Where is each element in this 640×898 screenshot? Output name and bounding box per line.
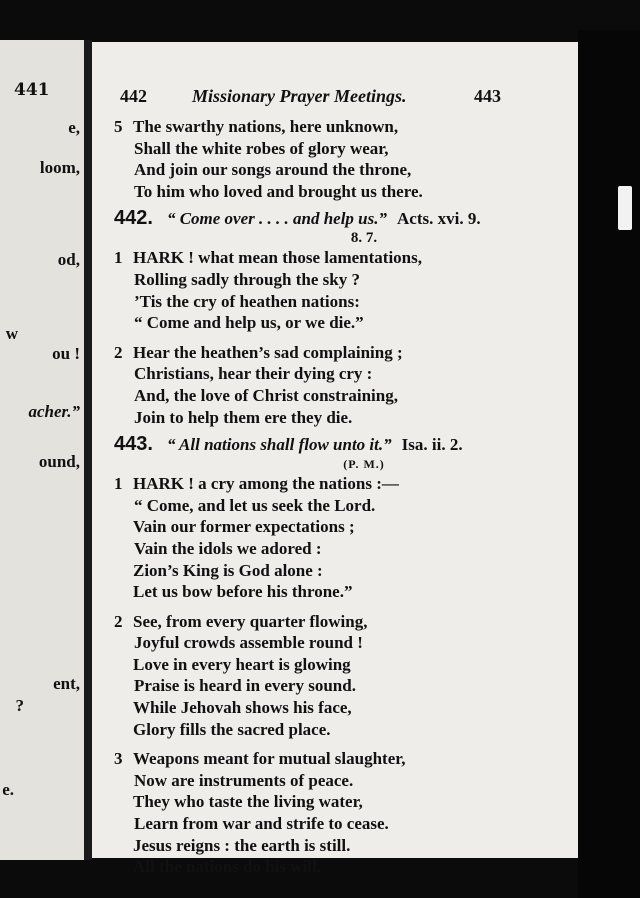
verse-line: Joyful crowds assemble round !	[134, 633, 363, 653]
left-fragment: ound,	[38, 452, 80, 471]
verse-line: Join to help them ere they die.	[134, 407, 353, 427]
book-gutter	[84, 40, 92, 860]
verse	[114, 748, 574, 878]
page-number-left: 442	[120, 86, 147, 106]
left-fragment: e,	[68, 118, 80, 137]
left-page-fragment	[0, 40, 84, 860]
verse-line: Vain our former expectations ;	[133, 517, 355, 537]
verse-line: HARK ! a cry among the nations :—	[133, 474, 399, 494]
verse-number: 1	[114, 474, 123, 494]
running-title: Missionary Prayer Meetings.	[192, 86, 407, 106]
verse-line: Love in every heart is glowing	[133, 654, 351, 674]
left-fragment: acher.”	[28, 402, 80, 421]
verse-line: Rolling sadly through the sky ?	[134, 269, 360, 289]
hymn-subtitle: “ Come over . . . . and help us.”	[166, 209, 387, 229]
verse	[114, 342, 574, 428]
verse-line: Hear the heathen’s sad complaining ;	[133, 342, 403, 362]
hymn-meter: 8. 7.	[350, 230, 378, 247]
verse-line: “ Come, and let us seek the Lord.	[134, 495, 376, 515]
verse-number: 5	[114, 117, 123, 136]
verse-number: 1	[114, 248, 123, 268]
hymn-text	[114, 116, 574, 878]
hymn-subtitle: “ All nations shall flow unto it.”	[166, 435, 392, 455]
left-fragment: e.	[2, 780, 14, 799]
verse	[114, 473, 574, 603]
verse	[114, 611, 574, 741]
hymn-heading	[114, 434, 574, 455]
verse-line: Vain the idols we adored :	[134, 538, 322, 558]
verse-line: Zion’s King is God alone :	[133, 560, 323, 580]
verse-line: To him who loved and brought us there.	[134, 181, 423, 201]
verse-number: 2	[114, 611, 123, 631]
page-number-right: 443	[474, 86, 501, 106]
verse-line: All the nations do his will.	[133, 857, 321, 877]
verse-line: Glory fills the sacred place.	[133, 719, 331, 739]
verse-line: Now are instruments of peace.	[134, 770, 354, 790]
verse-line: Weapons meant for mutual slaughter,	[133, 749, 406, 769]
hymn-heading	[114, 208, 574, 229]
left-fragment: w	[5, 324, 18, 343]
verse-line: Shall the white robes of glory wear,	[134, 138, 389, 158]
hymn-meter: (P. M.)	[343, 457, 385, 472]
verse-line: The swarthy nations, here unknown,	[133, 117, 399, 136]
paper-tab-mark	[618, 186, 632, 230]
verse-line: Praise is heard in every sound.	[134, 676, 356, 696]
page-edge-shadow	[578, 30, 640, 898]
hymn-number: 442.	[114, 207, 153, 230]
hymn-number: 443.	[114, 433, 153, 456]
verse-line: “ Come and help us, or we die.”	[134, 313, 364, 333]
left-fragment: od,	[57, 250, 80, 269]
verse-line: They who taste the living water,	[133, 792, 363, 812]
book-page	[92, 42, 578, 877]
verse-line: And, the love of Christ constraining,	[134, 385, 398, 405]
left-fragment: loom,	[39, 158, 80, 177]
verse-line: Christians, hear their dying cry :	[134, 364, 373, 384]
carry-verse	[114, 116, 574, 202]
verse-number: 2	[114, 342, 123, 362]
hymn-reference: Isa. ii. 2.	[401, 435, 463, 455]
verse-line: See, from every quarter flowing,	[133, 611, 368, 631]
hymn-reference: Acts. xvi. 9.	[397, 209, 481, 229]
verse-line: HARK ! what mean those lamentations,	[133, 248, 422, 268]
verse-number: 3	[114, 749, 123, 769]
left-fragment: ent,	[53, 674, 80, 693]
left-fragment: ?	[15, 696, 24, 715]
left-page-number: 441	[14, 80, 50, 100]
verse-line: While Jehovah shows his face,	[133, 698, 352, 718]
verse-line: Learn from war and strife to cease.	[134, 814, 389, 834]
left-fragment: ou !	[52, 344, 80, 363]
verse-line: ’Tis the cry of heathen nations:	[134, 291, 360, 311]
verse	[114, 247, 574, 333]
verse-line: Jesus reigns : the earth is still.	[133, 835, 351, 855]
verse-line: And join our songs around the throne,	[134, 160, 412, 180]
verse-line: Let us bow before his throne.”	[133, 582, 353, 602]
